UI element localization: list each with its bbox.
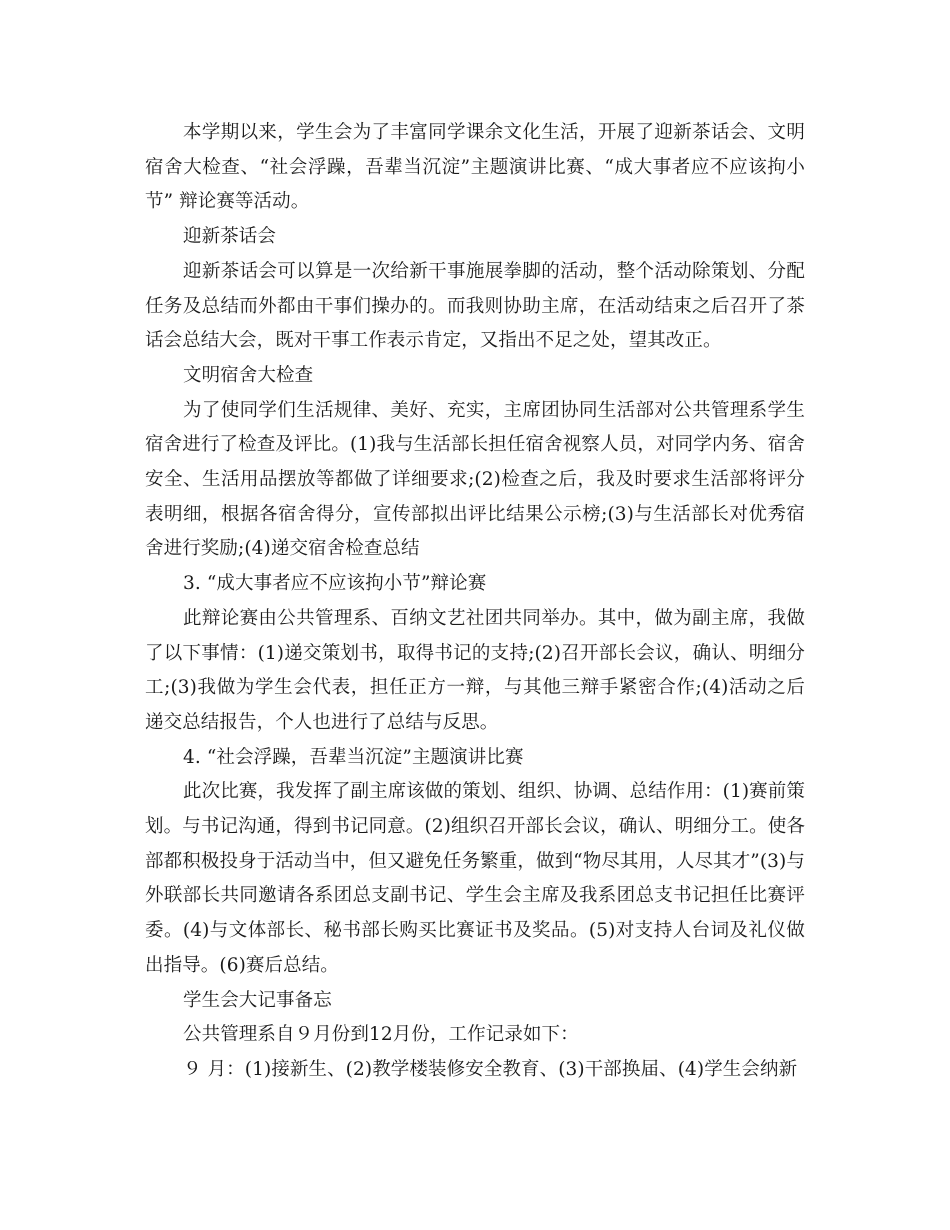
tea-party-paragraph: 迎新茶话会可以算是一次给新干事施展拳脚的活动，整个活动除策划、分配任务及总结而外都由干事们操办的。而我则协助主席，在活动结束之后召开了茶话会总结大会，既对干事工作表示肯定，又指出不足之处，望其改正。 [145,260,805,352]
section-heading-dorm-inspection: 文明宿舍大检查 [183,364,314,386]
debate-paragraph: 此辩论赛由公共管理系、百纳文艺社团共同举办。其中，做为副主席，我做了以下事情：(1)递交策划书，取得书记的支持;(2)召开部长会议，确认、明细分工;(3)我做为学生会代表，担任正方一辩，与其他三辩手紧密合作;(4)活动之后递交总结报告，个人也进行了总结与反思。 [145,607,805,733]
dorm-inspection-paragraph: 为了使同学们生活规律、美好、充实，主席团协同生活部对公共管理系学生宿舍进行了检查及评比。(1)我与生活部长担任宿舍视察人员，对同学内务、宿舍安全、生活用品摆放等都做了详细要求;(2)检查之后，我及时要求生活部将评分表明细，根据各宿舍得分，宣传部拟出评比结果公示榜;(3)与生活部长对优秀宿舍进行奖励;(4)递交宿舍检查总结 [145,399,805,560]
memo-intro-paragraph: 公共管理系自９月份到12月份，工作记录如下： [183,1024,579,1046]
section-heading-debate: 3. “成大事者应不应该拘小节”辩论赛 [183,573,487,595]
intro-paragraph: 本学期以来，学生会为了丰富同学课余文化生活，开展了迎新茶话会、文明宿舍大检查、“社会浮躁，吾辈当沉淀”主题演讲比赛、“成大事者应不应该拘小节” 辩论赛等活动。 [145,122,805,213]
document-body [145,116,805,1088]
section-heading-tea-party: 迎新茶话会 [183,226,277,248]
memo-september-paragraph: ９ 月：(1)接新生、(2)教学楼装修安全教育、(3)干部换届、(4)学生会纳新 [183,1058,798,1080]
speech-contest-paragraph: 此次比赛，我发挥了副主席该做的策划、组织、协调、总结作用：(1)赛前策划。与书记沟通，得到书记同意。(2)组织召开部长会议，确认、明细分工。使各部都积极投身于活动当中，但又避免任务繁重，做到“物尽其用，人尽其才”(3)与外联部长共同邀请各系团总支副书记、学生会主席及我系团总支书记担任比赛评委。(4)与文体部长、秘书部长购买比赛证书及奖品。(5)对支持人台词及礼仪做出指导。(6)赛后总结。 [145,781,805,976]
section-heading-memo: 学生会大记事备忘 [183,989,332,1011]
section-heading-speech-contest: 4. “社会浮躁，吾辈当沉淀”主题演讲比赛 [183,746,524,768]
